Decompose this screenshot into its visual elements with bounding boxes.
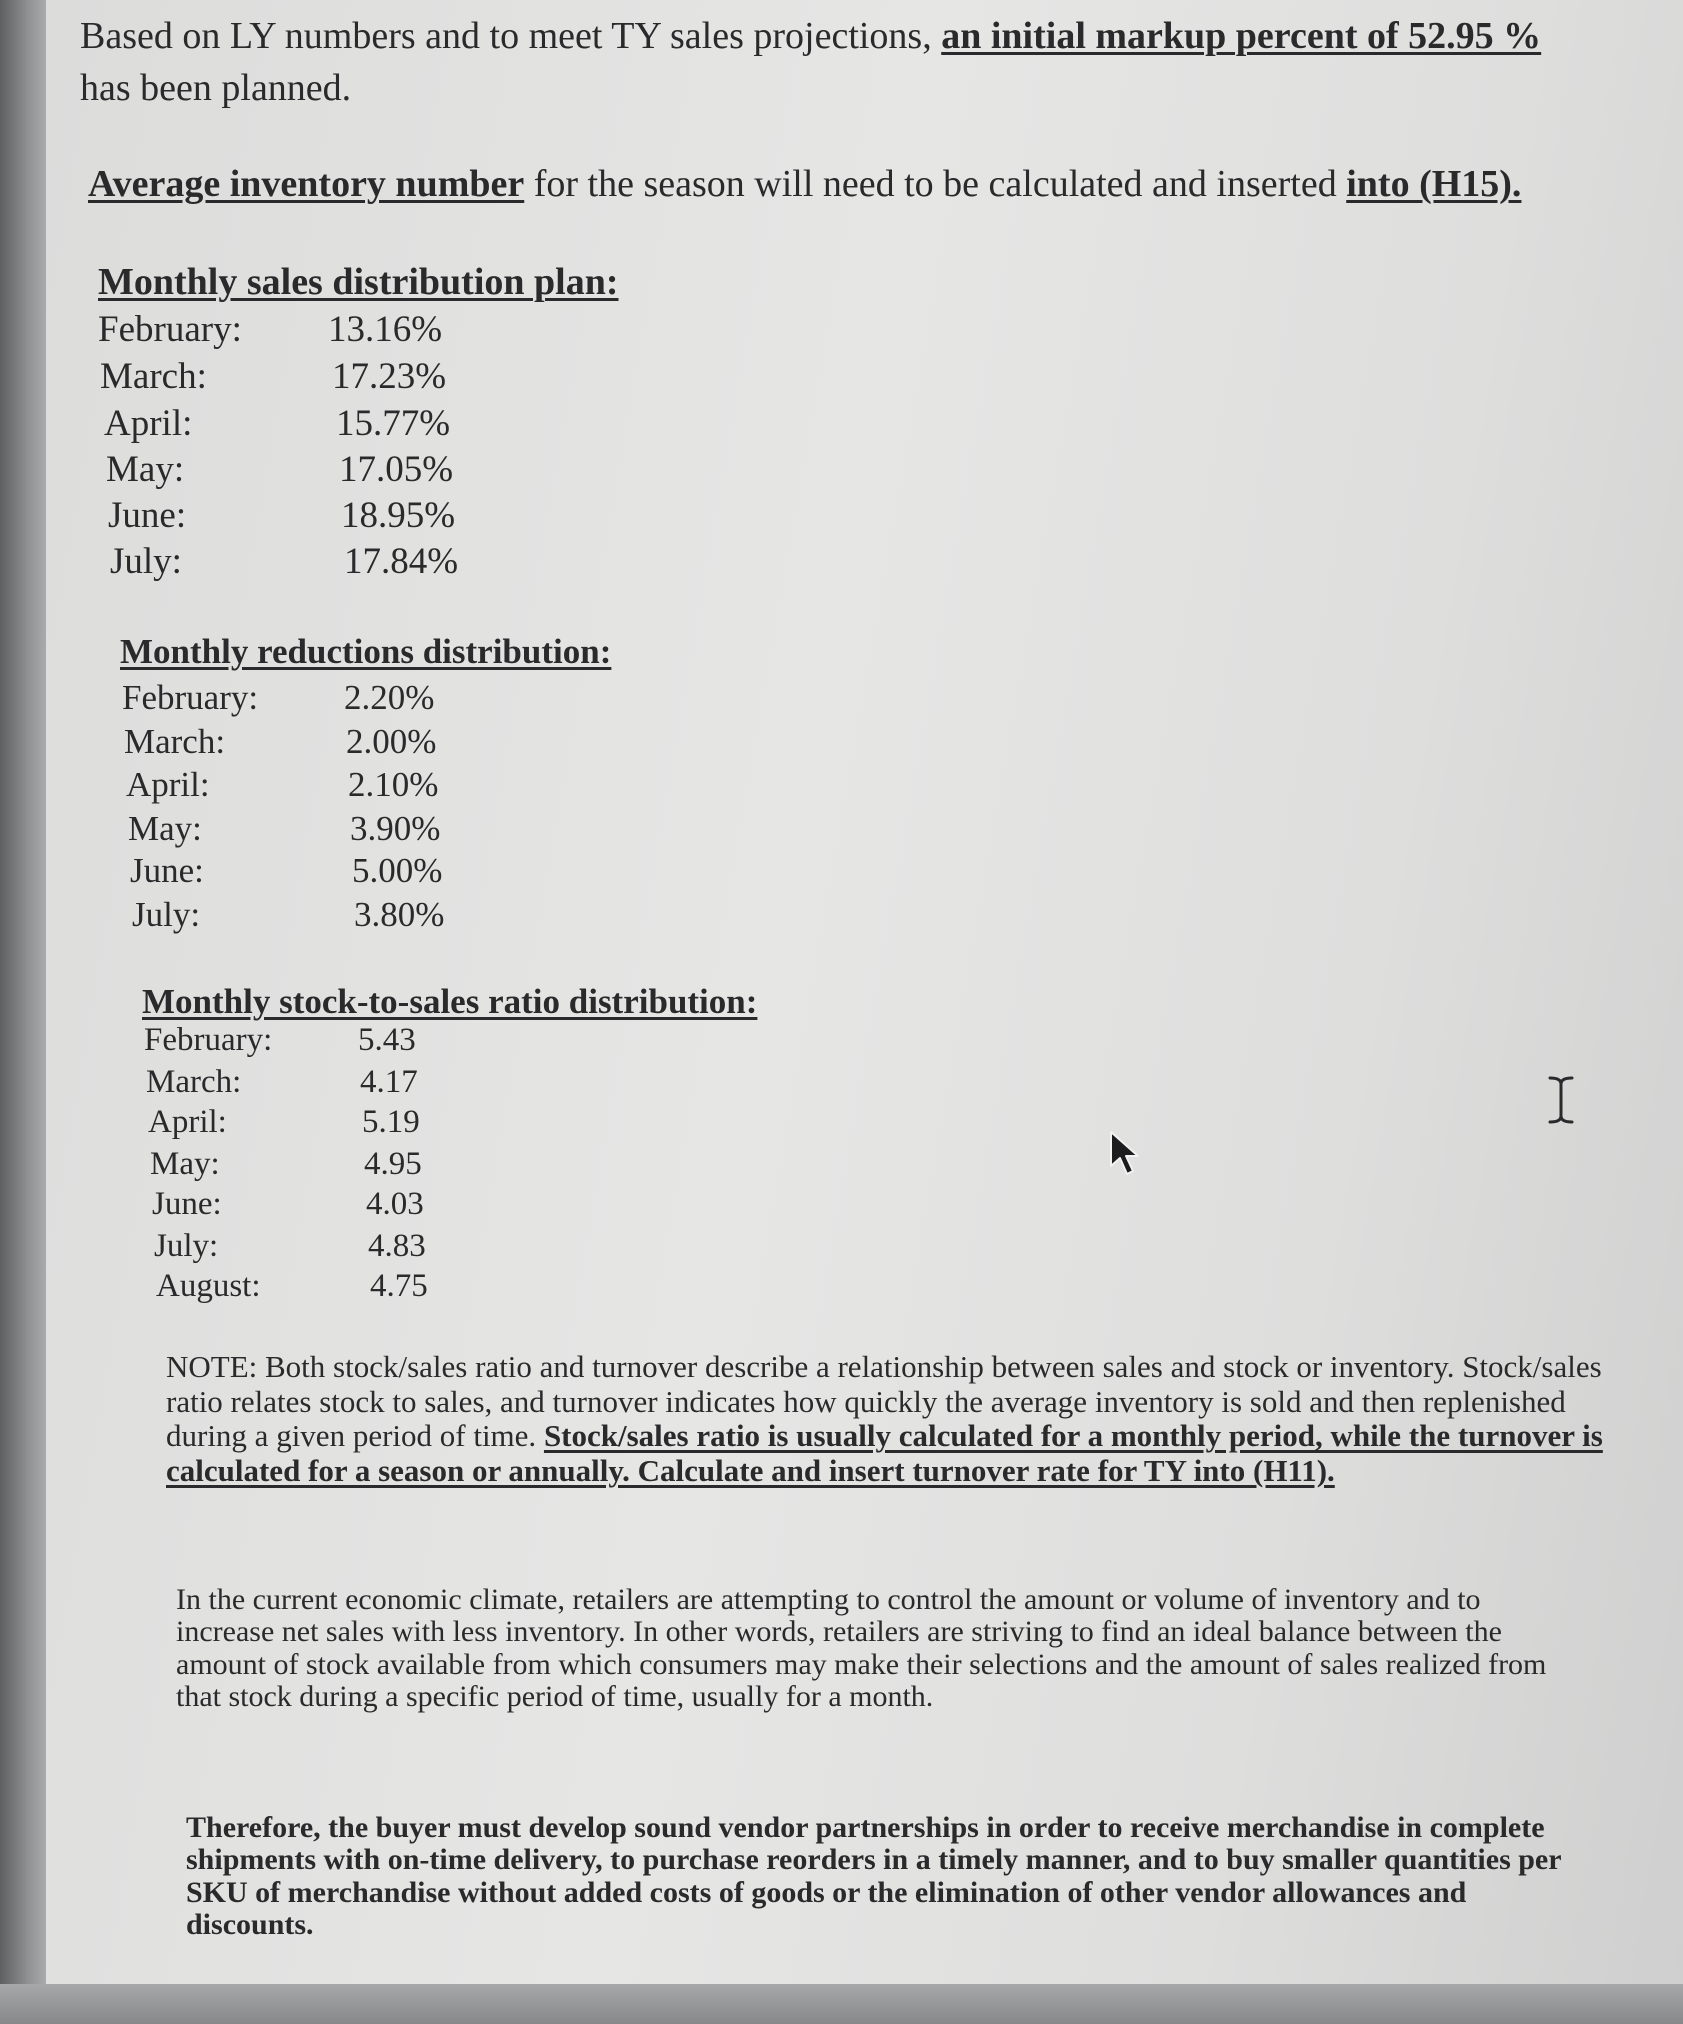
month-label: February: <box>98 309 242 350</box>
ratio-value: 5.19 <box>362 1104 420 1140</box>
sales-value: 13.16% <box>328 309 443 350</box>
vendor-partnerships-paragraph: Therefore, the buyer must develop sound vendor partnerships in order to receive merchandise in complete shipments with on-time delivery, to purchase reorders in a timely manner, and to buy smaller quantities per SKU of merchandise without added costs of goods or the elimination of other vendor allowances and discounts. <box>186 1811 1562 1942</box>
month-label: April: <box>148 1104 227 1140</box>
monitor-bezel <box>0 0 46 2024</box>
month-label: March: <box>100 356 207 397</box>
text-cursor-icon <box>1546 1075 1576 1125</box>
sales-value: 18.95% <box>341 495 456 536</box>
month-label: July: <box>132 895 201 934</box>
intro-text: Based on LY numbers and to meet TY sales projections, <box>80 15 942 57</box>
note-emphasis: Stock/sales ratio is usually calculated for a monthly period, while the turnover is calculated for a season or annually. Calculate and insert turnover rate for TY into (H11). <box>166 1418 1603 1489</box>
intro-line <box>80 14 1541 58</box>
document-page <box>46 0 1683 1984</box>
reduction-value: 3.90% <box>350 809 441 848</box>
average-inventory-emphasis: Average inventory number <box>88 163 525 205</box>
ratio-value: 5.43 <box>358 1022 416 1058</box>
reduction-value: 2.10% <box>348 765 439 804</box>
h15-reference: into (H15). <box>1346 163 1522 205</box>
month-label: May: <box>150 1146 220 1182</box>
sales-value: 17.23% <box>332 356 447 397</box>
reductions-heading: Monthly reductions distribution: <box>120 632 612 671</box>
note-text: NOTE: Both stock/sales ratio and turnover describe a relationship between sales and stock or inventory. Stock/sales ratio relates stock to sales, and turnover indicates how quickly the average inventory is sold and then replenished during a given period of time. <box>166 1349 1602 1454</box>
sales-value: 17.84% <box>344 541 459 582</box>
average-inventory-text: for the season will need to be calculated and inserted <box>524 163 1347 205</box>
sales-value: 15.77% <box>336 403 451 444</box>
reduction-value: 2.20% <box>344 678 435 717</box>
ratio-value: 4.75 <box>370 1268 428 1304</box>
month-label: March: <box>146 1064 242 1100</box>
reduction-value: 5.00% <box>352 851 443 890</box>
reduction-value: 3.80% <box>354 895 445 934</box>
economic-climate-paragraph: In the current economic climate, retailers are attempting to control the amount or volume of inventory and to increase net sales with less inventory. In other words, retailers are striving to find an ideal balance between the amount of stock available from which consumers may make their selections and the amount of sales realized from that stock during a specific period of time, usually for a month. <box>176 1583 1547 1714</box>
intro-line-2: has been planned. <box>80 67 352 109</box>
month-label: February: <box>122 678 259 717</box>
month-label: February: <box>144 1022 273 1058</box>
stock-sales-heading: Monthly stock-to-sales ratio distribution: <box>142 982 758 1021</box>
initial-markup-emphasis: an initial markup percent of 52.95 % <box>941 15 1542 57</box>
month-label: April: <box>104 403 193 444</box>
mouse-pointer-icon <box>1109 1130 1143 1178</box>
month-label: May: <box>128 809 202 848</box>
average-inventory-line <box>88 162 1521 206</box>
sales-value: 17.05% <box>339 449 454 490</box>
month-label: August: <box>156 1268 261 1304</box>
month-label: July: <box>110 541 182 582</box>
ratio-value: 4.03 <box>366 1186 424 1222</box>
ratio-value: 4.95 <box>364 1146 422 1182</box>
ratio-value: 4.83 <box>368 1228 426 1264</box>
note-paragraph <box>166 1350 1606 1489</box>
month-label: June: <box>152 1186 222 1222</box>
month-label: June: <box>108 495 187 536</box>
sales-plan-heading: Monthly sales distribution plan: <box>98 261 619 303</box>
ratio-value: 4.17 <box>360 1064 418 1100</box>
month-label: May: <box>106 449 185 490</box>
reduction-value: 2.00% <box>346 722 437 761</box>
month-label: April: <box>126 765 210 804</box>
bottom-edge <box>0 1984 1683 2024</box>
month-label: July: <box>154 1228 219 1264</box>
month-label: March: <box>124 722 226 761</box>
month-label: June: <box>130 851 204 890</box>
